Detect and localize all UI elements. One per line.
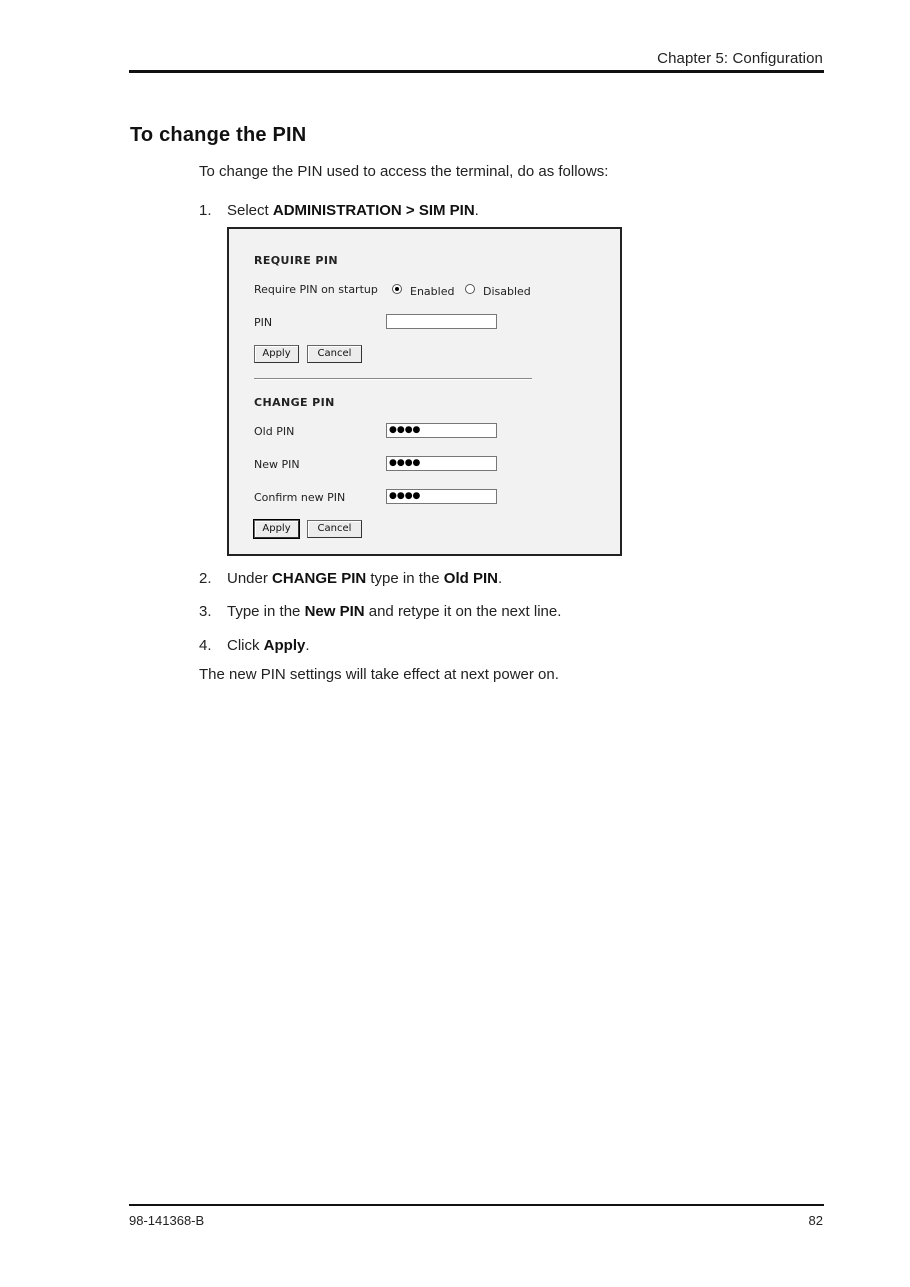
step-bold: ADMINISTRATION > SIM PIN [272, 202, 475, 219]
step-4 [199, 637, 310, 654]
sim-pin-screenshot [227, 227, 622, 556]
step-bold: Old PIN [443, 570, 498, 587]
step-text: Click [227, 637, 264, 654]
require-pin-startup-label: Require PIN on startup [254, 283, 378, 296]
step-3 [199, 603, 561, 620]
intro-text: To change the PIN used to access the terminal, do as follows: [199, 163, 609, 180]
step-bold: CHANGE PIN [272, 570, 367, 587]
section-divider [254, 378, 532, 380]
require-pin-heading: REQUIRE PIN [254, 254, 338, 267]
step-text: . [497, 570, 503, 587]
confirm-pin-label: Confirm new PIN [254, 491, 346, 504]
closing-note: The new PIN settings will take effect at next power on. [199, 666, 559, 683]
pin-label: PIN [254, 316, 273, 329]
change-pin-heading: CHANGE PIN [254, 396, 335, 409]
step-bold: Apply [263, 637, 306, 654]
step-text: type in the [366, 570, 444, 587]
step-2 [199, 570, 502, 587]
step-text: Type in the [227, 603, 305, 620]
change-cancel-button[interactable]: Cancel [307, 520, 362, 538]
section-title: To change the PIN [130, 124, 307, 146]
enabled-radio[interactable] [392, 284, 402, 294]
chapter-header: Chapter 5: Configuration [657, 50, 823, 67]
step-number: 4. [199, 637, 212, 654]
disabled-label: Disabled [483, 285, 531, 298]
step-number: 2. [199, 570, 212, 587]
step-text: Under [227, 570, 273, 587]
footer-rule [129, 1204, 824, 1206]
change-apply-button[interactable]: Apply [254, 520, 299, 538]
step-text: and retype it on the next line. [364, 603, 562, 620]
pin-input[interactable] [386, 314, 497, 329]
step-number: 3. [199, 603, 212, 620]
step-1 [199, 202, 479, 219]
new-pin-input[interactable]: ●●●● [386, 456, 497, 471]
header-rule [129, 70, 824, 73]
page-number: 82 [808, 1213, 823, 1228]
old-pin-input[interactable]: ●●●● [386, 423, 497, 438]
step-text: . [305, 637, 310, 654]
old-pin-label: Old PIN [254, 425, 295, 438]
require-apply-button[interactable]: Apply [254, 345, 299, 363]
step-text: . [474, 202, 479, 219]
require-cancel-button[interactable]: Cancel [307, 345, 362, 363]
step-text: Select [227, 202, 273, 219]
disabled-radio[interactable] [465, 284, 475, 294]
step-bold: New PIN [304, 603, 365, 620]
enabled-label: Enabled [410, 285, 455, 298]
step-number: 1. [199, 202, 212, 219]
doc-number: 98-141368-B [129, 1213, 205, 1228]
new-pin-label: New PIN [254, 458, 300, 471]
confirm-pin-input[interactable]: ●●●● [386, 489, 497, 504]
